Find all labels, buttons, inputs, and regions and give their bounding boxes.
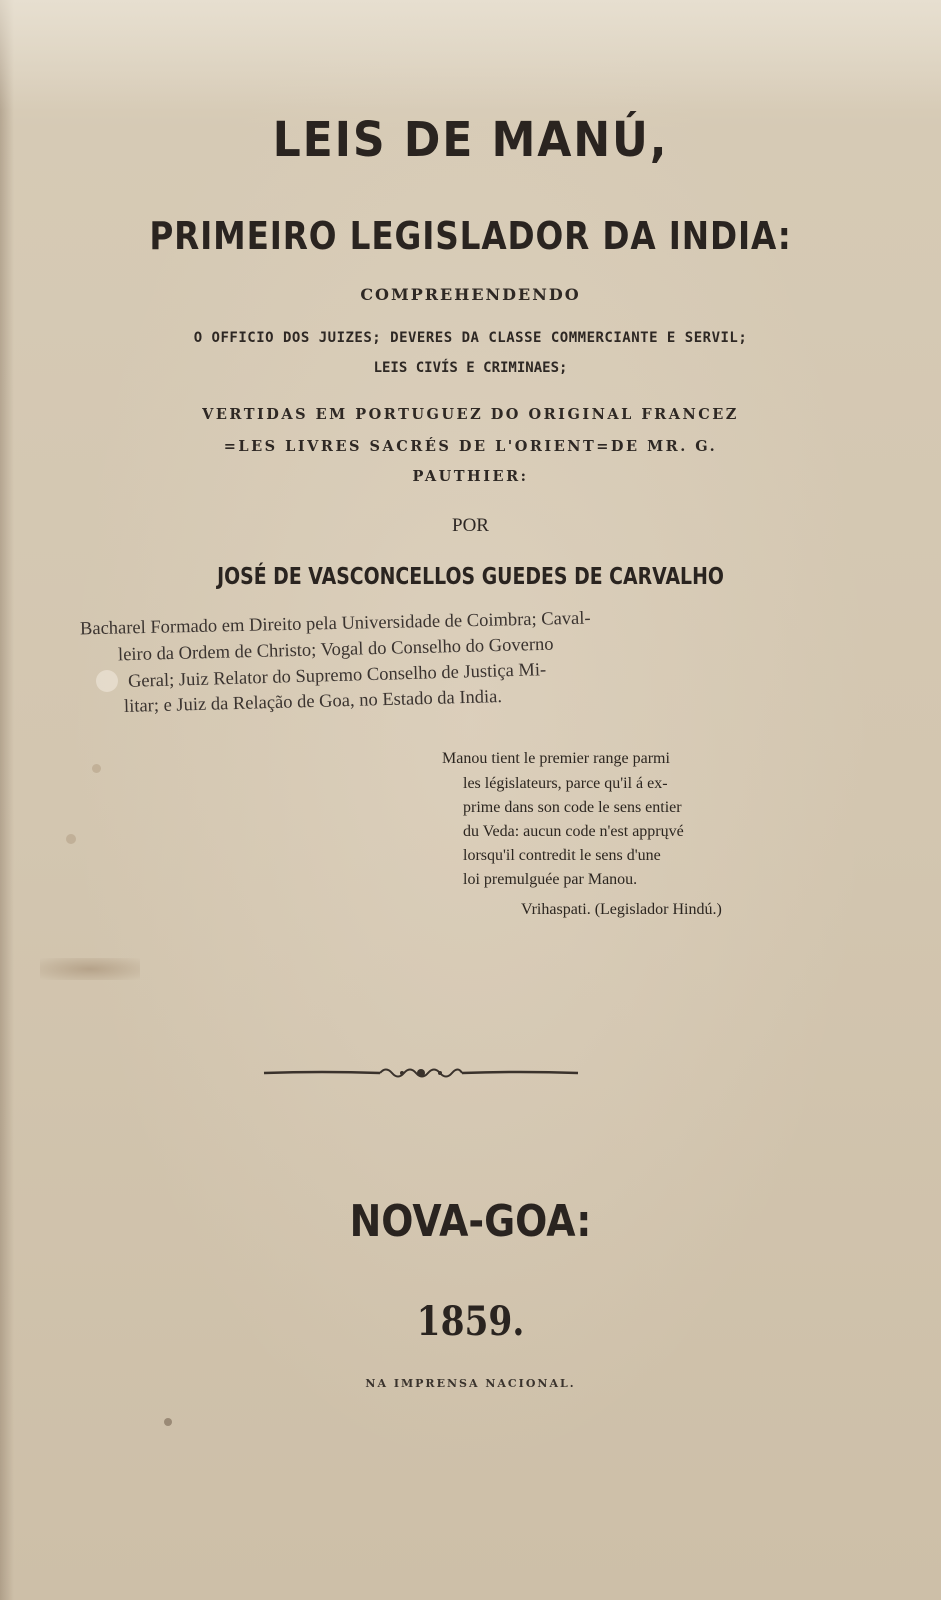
epigraph-line: lorsqu'il contredit le sens d'une [463,847,661,864]
translation-line-2: =LES LIVRES SACRÉS DE L'ORIENT=DE MR. G. [223,438,718,455]
publication-place: NOVA-GOA: [349,1196,592,1247]
credential-line: Geral; Juiz Relator do Supremo Conselho de Justiça Mi- [127,660,547,692]
foxing-spot [164,1418,172,1426]
paper-stain [0,0,941,110]
credential-line: litar; e Juiz da Relação de Goa, no Estado da India. [123,687,503,717]
credential-line: Bacharel Formado em Direito pela Universidade de Coimbra; Caval- [79,608,591,640]
epigraph-line: du Veda: aucun code n'est apprųvé [463,823,684,840]
contents-line-1: O OFFICIO DOS JUIZES; DEVERES DA CLASSE COMMERCIANTE E SERVIL; [193,330,748,346]
author-name: JOSÉ DE VASCONCELLOS GUEDES DE CARVALHO [217,564,724,590]
epigraph-source: Vrihaspati. (Legislador Hindú.) [521,901,722,918]
by-label: POR [452,515,489,536]
contents-line-2: LEIS CIVÍS E CRIMINAES; [373,360,568,376]
translation-line-3: PAUTHIER: [412,468,529,485]
publisher: NA IMPRENSA NACIONAL. [365,1377,576,1390]
book-subtitle: PRIMEIRO LEGISLADOR DA INDIA: [149,214,792,258]
book-title: LEIS DE MANÚ, [272,112,669,168]
foxing-spot [66,834,76,844]
credential-line: leiro da Ordem de Christo; Vogal do Conselho do Governo [117,634,554,666]
foxing-spot [96,670,118,692]
publication-year: 1859. [416,1298,525,1345]
translation-line-1: VERTIDAS EM PORTUGUEZ DO ORIGINAL FRANCEZ [202,406,739,423]
epigraph-line: Manou tient le premier range parmi [442,750,670,767]
foxing-spot [92,764,101,773]
paper-smudge [40,958,140,980]
epigraph-line: prime dans son code le sens entier [463,799,682,816]
epigraph-line: loi premulguée par Manou. [463,871,638,888]
comprehending-heading: COMPREHENDENDO [360,285,581,304]
ornamental-divider [262,1063,580,1083]
epigraph-line: les législateurs, parce qu'il á ex- [463,775,668,792]
